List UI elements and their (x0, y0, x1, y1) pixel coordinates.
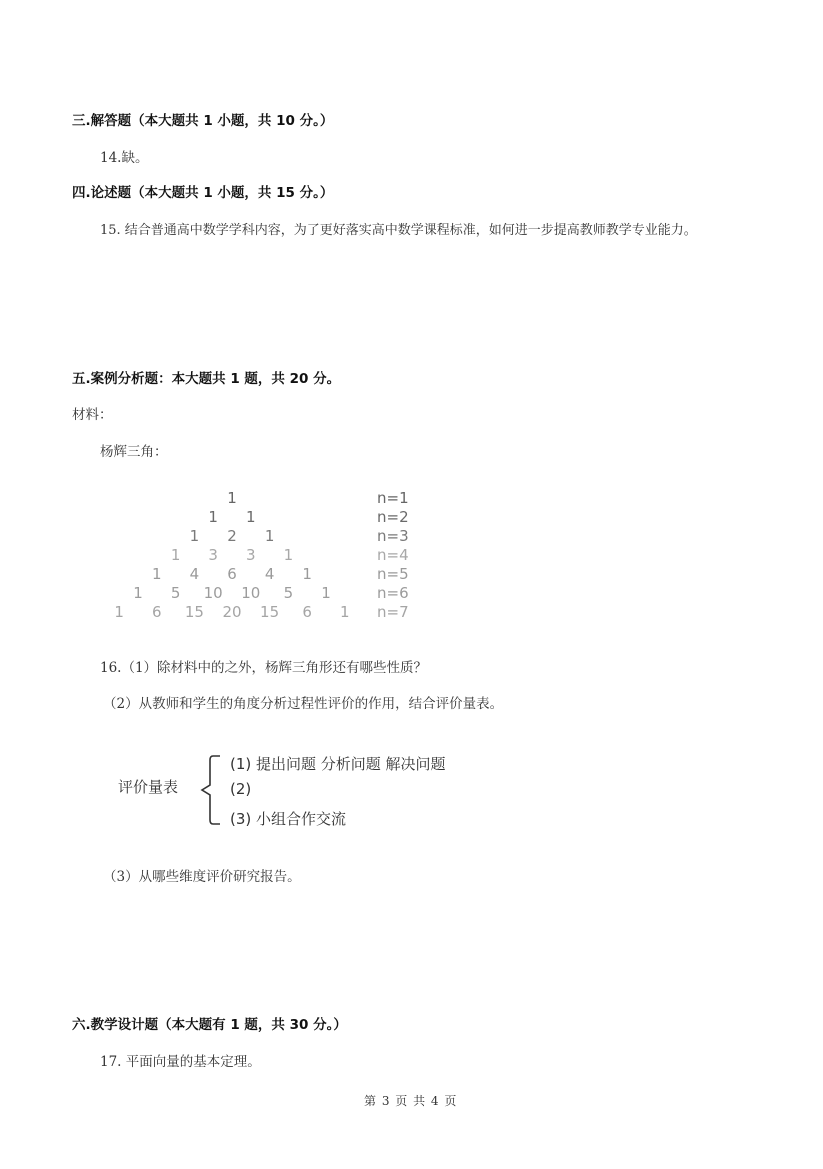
triangle-cell: 2 (227, 527, 237, 545)
section-5-heading: 五.案例分析题：本大题共 1 题，共 20 分。 (72, 371, 341, 387)
triangle-cell: 1 (340, 603, 350, 621)
section-4-heading: 四.论述题（本大题共 1 小题，共 15 分。） (72, 185, 334, 201)
triangle-cell: 10 (203, 584, 223, 602)
question-15: 15. 结合普通高中数学学科内容，为了更好落实高中数学课程标准，如何进一步提高教师教学专业能力。 (100, 223, 697, 238)
evaluation-table-label: 评价量表 (118, 778, 179, 796)
triangle-row-label: n=6 (377, 584, 409, 602)
section-6-heading: 六.教学设计题（本大题有 1 题，共 30 分。） (72, 1017, 347, 1033)
triangle-row-label: n=7 (377, 603, 409, 621)
triangle-cell: 15 (184, 603, 204, 621)
brace-icon (196, 752, 224, 828)
triangle-cell: 1 (189, 527, 200, 545)
evaluation-item-1: (1) 提出问题 分析问题 解决问题 (230, 755, 446, 773)
triangle-cell: 5 (283, 584, 294, 602)
triangle-cell: 15 (260, 603, 280, 621)
question-16-2: （2）从教师和学生的角度分析过程性评价的作用，结合评价量表。 (103, 696, 504, 712)
question-16-1: 16.（1）除材料中的之外，杨辉三角形还有哪些性质？ (100, 660, 428, 676)
triangle-row-label: n=4 (377, 546, 409, 564)
triangle-cell: 1 (133, 584, 143, 602)
triangle-cell: 6 (302, 603, 312, 621)
triangle-cell: 1 (302, 565, 312, 583)
triangle-row-label: n=5 (377, 565, 409, 583)
question-16-3: （3）从哪些维度评价研究报告。 (103, 869, 301, 885)
triangle-cell: 4 (189, 565, 200, 583)
question-14: 14.缺。 (100, 150, 149, 166)
material-label: 材料： (72, 407, 113, 423)
triangle-cell: 5 (170, 584, 181, 602)
triangle-cell: 6 (152, 603, 162, 621)
triangle-cell: 1 (227, 489, 237, 507)
triangle-cell: 3 (208, 546, 218, 564)
triangle-cell: 1 (170, 546, 181, 564)
triangle-cell: 1 (246, 508, 256, 526)
question-17: 17. 平面向量的基本定理。 (100, 1054, 261, 1070)
triangle-cell: 3 (246, 546, 256, 564)
triangle-row-label: n=1 (377, 489, 409, 507)
page-footer: 第 3 页 共 4 页 (364, 1094, 458, 1108)
triangle-row-label: n=3 (377, 527, 409, 545)
triangle-cell: 1 (152, 565, 162, 583)
triangle-cell: 1 (321, 584, 331, 602)
triangle-cell: 20 (222, 603, 242, 621)
triangle-cell: 10 (241, 584, 261, 602)
evaluation-item-2: (2) (230, 780, 252, 798)
triangle-cell: 1 (283, 546, 294, 564)
triangle-cell: 6 (227, 565, 237, 583)
triangle-title: 杨辉三角： (100, 444, 168, 460)
evaluation-item-3: (3) 小组合作交流 (230, 810, 347, 828)
section-3-heading: 三.解答题（本大题共 1 小题，共 10 分。） (72, 113, 334, 129)
triangle-cell: 4 (264, 565, 275, 583)
triangle-cell: 1 (264, 527, 275, 545)
triangle-row-label: n=2 (377, 508, 409, 526)
triangle-cell: 1 (208, 508, 218, 526)
triangle-cell: 1 (114, 603, 124, 621)
